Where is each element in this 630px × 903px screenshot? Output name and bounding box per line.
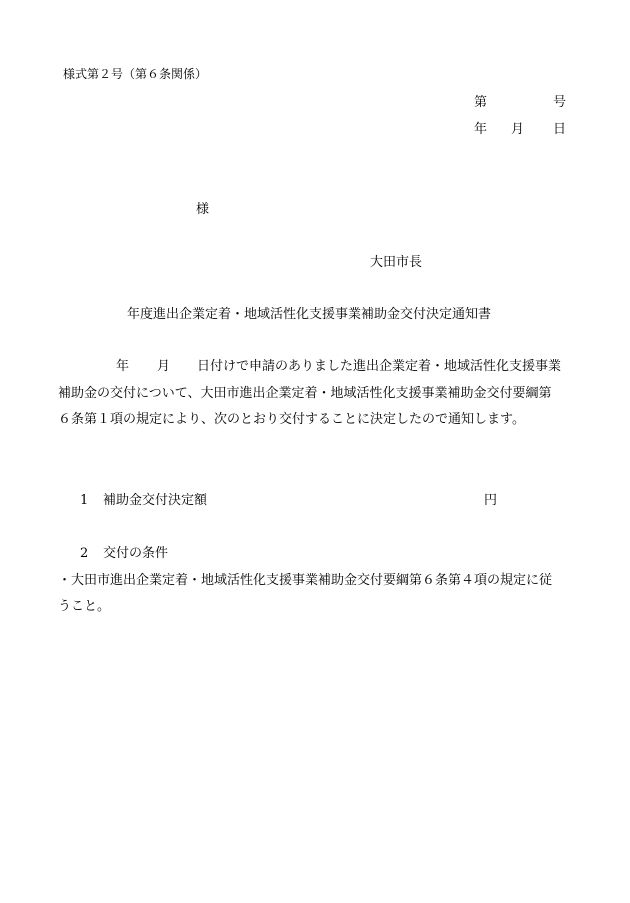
- item-number: 1: [80, 493, 89, 508]
- body-line-1: 日付けで申請のありました進出企業定着・地域活性化支援事業: [197, 359, 562, 374]
- addressee-honorific: 様: [196, 202, 210, 217]
- body-line-3: ６条第１項の規定により、次のとおり交付することに決定したので通知します。: [58, 412, 525, 427]
- body-year: 年: [116, 359, 130, 374]
- date-year: 年: [474, 122, 488, 137]
- item-number: 2: [80, 546, 89, 561]
- condition-line-1: ・大田市進出企業定着・地域活性化支援事業補助金交付要綱第６条第４項の規定に従: [58, 573, 553, 588]
- body-month: 月: [157, 359, 171, 374]
- condition-line-2: うこと。: [58, 599, 111, 614]
- form-label: 様式第２号（第６条関係）: [63, 67, 208, 81]
- amount-unit: 円: [484, 493, 498, 508]
- number-prefix: 第: [474, 95, 488, 110]
- issuer: 大田市長: [370, 255, 423, 270]
- date-day: 日: [553, 122, 567, 137]
- document-title: 年度進出企業定着・地域活性化支援事業補助金交付決定通知書: [127, 307, 492, 322]
- item-label: 補助金交付決定額: [103, 493, 208, 508]
- body-line-2: 補助金の交付について、大田市進出企業定着・地域活性化支援事業補助金交付要綱第: [58, 386, 552, 401]
- date-month: 月: [511, 122, 525, 137]
- item-label: 交付の条件: [103, 546, 169, 561]
- number-suffix: 号: [553, 95, 567, 110]
